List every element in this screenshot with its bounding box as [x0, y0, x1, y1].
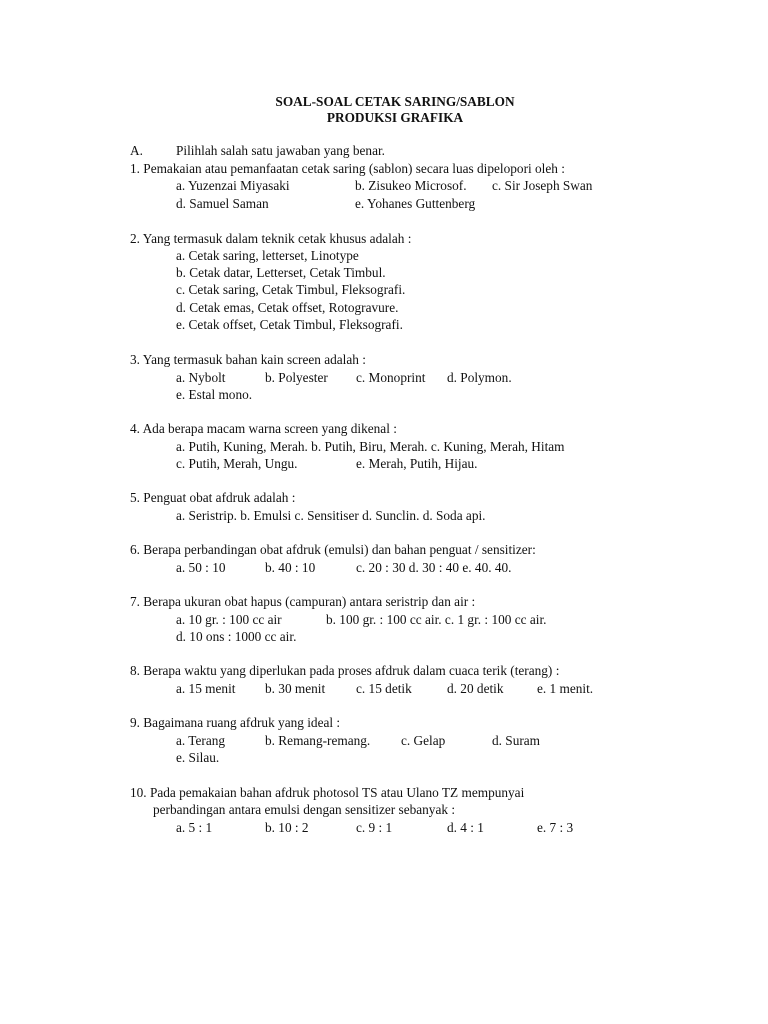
q3-option-b: b. Polyester	[265, 370, 328, 385]
q7-option-a: a. 10 gr. : 100 cc air	[176, 612, 282, 627]
document-subtitle: PRODUKSI GRAFIKA	[326, 110, 464, 125]
q1-option-e: e. Yohanes Guttenberg	[355, 196, 476, 211]
q3-option-d: d. Polymon.	[447, 370, 512, 385]
q1-option-a: a. Yuzenzai Miyasaki	[176, 178, 290, 193]
q10-option-a: a. 5 : 1	[176, 820, 213, 835]
q9-option-b: b. Remang-remang.	[265, 733, 371, 748]
q1-option-d: d. Samuel Saman	[176, 196, 269, 211]
q8-option-d: d. 20 detik	[447, 681, 504, 696]
q3-option-c: c. Monoprint	[356, 370, 426, 385]
q10-option-b: b. 10 : 2	[265, 820, 309, 835]
question-3: 3. Yang termasuk bahan kain screen adalah :	[130, 352, 366, 367]
q9-option-e: e. Silau.	[176, 750, 220, 765]
section-instruction: Pilihlah salah satu jawaban yang benar.	[176, 143, 385, 158]
q2-option-b: b. Cetak datar, Letterset, Cetak Timbul.	[176, 265, 386, 280]
q7-option-bc: b. 100 gr. : 100 cc air. c. 1 gr. : 100 cc air.	[326, 612, 547, 627]
q2-option-e: e. Cetak offset, Cetak Timbul, Fleksografi.	[176, 317, 403, 332]
question-4: 4. Ada berapa macam warna screen yang dikenal :	[130, 421, 397, 436]
q7-option-d: d. 10 ons : 1000 cc air.	[176, 629, 297, 644]
question-6: 6. Berapa perbandingan obat afdruk (emulsi) dan bahan penguat / sensitizer:	[130, 542, 536, 557]
q3-option-a: a. Nybolt	[176, 370, 226, 385]
question-9: 9. Bagaimana ruang afdruk yang ideal :	[130, 715, 341, 730]
q8-option-b: b. 30 menit	[265, 681, 326, 696]
question-10: 10. Pada pemakaian bahan afdruk photosol TS atau Ulano TZ mempunyai	[130, 785, 525, 800]
q4-option-c2: c. Putih, Merah, Ungu.	[176, 456, 298, 471]
q2-option-c: c. Cetak saring, Cetak Timbul, Fleksografi.	[176, 282, 406, 297]
question-2: 2. Yang termasuk dalam teknik cetak khusus adalah :	[130, 231, 412, 246]
q4-option-e: e. Merah, Putih, Hijau.	[356, 456, 478, 471]
question-7: 7. Berapa ukuran obat hapus (campuran) antara seristrip dan air :	[130, 594, 476, 609]
question-1: 1. Pemakaian atau pemanfaatan cetak saring (sablon) secara luas dipelopori oleh :	[130, 161, 565, 176]
q2-option-a: a. Cetak saring, letterset, Linotype	[176, 248, 359, 263]
q6-option-cde: c. 20 : 30 d. 30 : 40 e. 40. 40.	[356, 560, 512, 575]
q10-option-c: c. 9 : 1	[356, 820, 393, 835]
question-5: 5. Penguat obat afdruk adalah :	[130, 490, 296, 505]
q6-option-a: a. 50 : 10	[176, 560, 226, 575]
q4-option-abc: a. Putih, Kuning, Merah. b. Putih, Biru, Merah. c. Kuning, Merah, Hitam	[176, 439, 565, 454]
q3-option-e: e. Estal mono.	[176, 387, 253, 402]
q1-option-c: c. Sir Joseph Swan	[492, 178, 593, 193]
q6-option-b: b. 40 : 10	[265, 560, 316, 575]
q5-options: a. Seristrip. b. Emulsi c. Sensitiser d. Sunclin. d. Soda api.	[176, 508, 486, 523]
q8-option-a: a. 15 menit	[176, 681, 236, 696]
q9-option-d: d. Suram	[492, 733, 541, 748]
question-10-cont: perbandingan antara emulsi dengan sensitizer sebanyak :	[153, 802, 456, 817]
q1-option-b: b. Zisukeo Microsof.	[355, 178, 467, 193]
q2-option-d: d. Cetak emas, Cetak offset, Rotogravure.	[176, 300, 399, 315]
q8-option-e: e. 1 menit.	[537, 681, 594, 696]
document-title: SOAL-SOAL CETAK SARING/SABLON	[275, 94, 515, 109]
question-8: 8. Berapa waktu yang diperlukan pada proses afdruk dalam cuaca terik (terang) :	[130, 663, 560, 678]
section-letter: A.	[130, 143, 143, 158]
q10-option-e: e. 7 : 3	[537, 820, 574, 835]
q8-option-c: c. 15 detik	[356, 681, 412, 696]
q9-option-c: c. Gelap	[401, 733, 446, 748]
q10-option-d: d. 4 : 1	[447, 820, 484, 835]
q9-option-a: a. Terang	[176, 733, 226, 748]
